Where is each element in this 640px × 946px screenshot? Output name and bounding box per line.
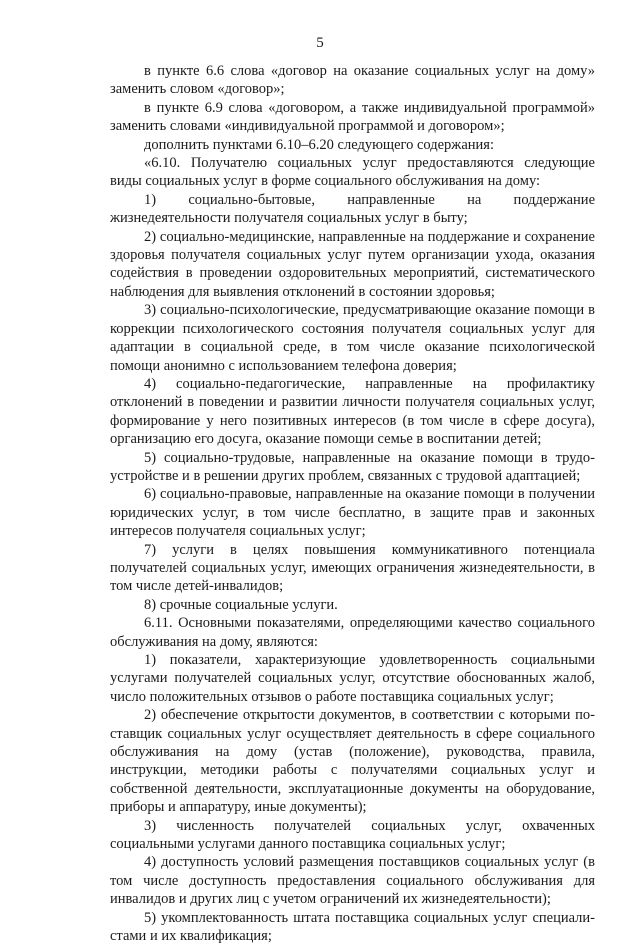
paragraph: 3) социально-психологические, предусматривающие оказание помощи в коррекции психологического состояния получателя социальных услуг для адаптации в социальной среде, в том числе оказание психологической помощи анонимно с использованием телефона доверия; xyxy=(110,302,595,374)
paragraph: 5) социально-трудовые, направленные на оказание помощи в трудоустройстве и в решении других проблем, связанных с трудовой адаптацией; xyxy=(110,449,595,484)
paragraph: 6) социально-правовые, направленные на оказание помощи в получении юридических услуг, в том числе бесплатно, в защите прав и законных интересов получателя социальных услуг; xyxy=(110,486,595,540)
paragraph: 8) срочные социальные услуги. xyxy=(144,596,338,613)
paragraph: 6.11. Основными показателями, определяющими качество социального обслуживания на дому, являются: xyxy=(110,615,595,650)
paragraph: 4) доступность условий размещения поставщиков социальных услуг (в том числе доступность предоставления социального обслуживания для инвалидов и других лиц с учетом ограничений их жизнедеятельности); xyxy=(110,854,595,908)
paragraph: 4) социально-педагогические, направленные на профилактику отклонений в поведении и развитии личности получателя социальных услуг, формирование у него позитивных интересов (в том числе в сфере досуга), организацию его досуга, оказание помощи семье в воспитании детей; xyxy=(110,375,595,448)
paragraph: 3) численность получателей социальных услуг, охваченных социальными услугами данного поставщика социальных услуг; xyxy=(110,817,595,853)
paragraph: 2) обеспечение открытости документов, в соответствии с которыми поставщик социальных услуг осуществляет деятельность в сфере социального обслуживания на дому (устав (положение), руководства, правила, инструкции, методики работы с получателями социальных услуг и собственной деятельности, эксплуатационные документы на оборудование, приборы и аппаратуру, иные документы); xyxy=(110,707,595,816)
paragraph: 1) показатели, характеризующие удовлетворенность социальными услугами получателей социальных услуг, отсутствие обоснованных жалоб, число положительных отзывов о работе поставщика социальных услуг; xyxy=(110,652,595,705)
document-body xyxy=(110,62,595,946)
paragraph: 2) социально-медицинские, направленные на поддержание и сохранение здоровья получателя социальных услуг путем организации ухода, оказания содействия в проведении оздоровительных мероприятий, систематического наблюдения для выявления отклонений в состоянии здоровья; xyxy=(110,228,595,300)
paragraph: «6.10. Получателю социальных услуг предоставляются следующие виды социальных услуг в форме социального обслуживания на дому: xyxy=(110,155,595,190)
paragraph: 7) услуги в целях повышения коммуникативного потенциала получателей социальных услуг, имеющих ограничения жизнедеятельности, в том числе детей-инвалидов; xyxy=(110,541,595,595)
paragraph: 1) социально-бытовые, направленные на поддержание жизнедеятельности получателя социальных услуг в быту; xyxy=(110,191,595,227)
paragraph: дополнить пунктами 6.10–6.20 следующего содержания: xyxy=(144,136,494,153)
page-number: 5 xyxy=(316,35,324,51)
paragraph: в пункте 6.6 слова «договор на оказание социальных услуг на дому» заменить словом «договор»; xyxy=(110,63,595,98)
paragraph: в пункте 6.9 слова «договором, а также индивидуальной программой» заменить словами «индивидуальной программой и договором»; xyxy=(110,99,595,135)
paragraph: 5) укомплектованность штата поставщика социальных услуг специалистами и их квалификация; xyxy=(110,909,595,945)
